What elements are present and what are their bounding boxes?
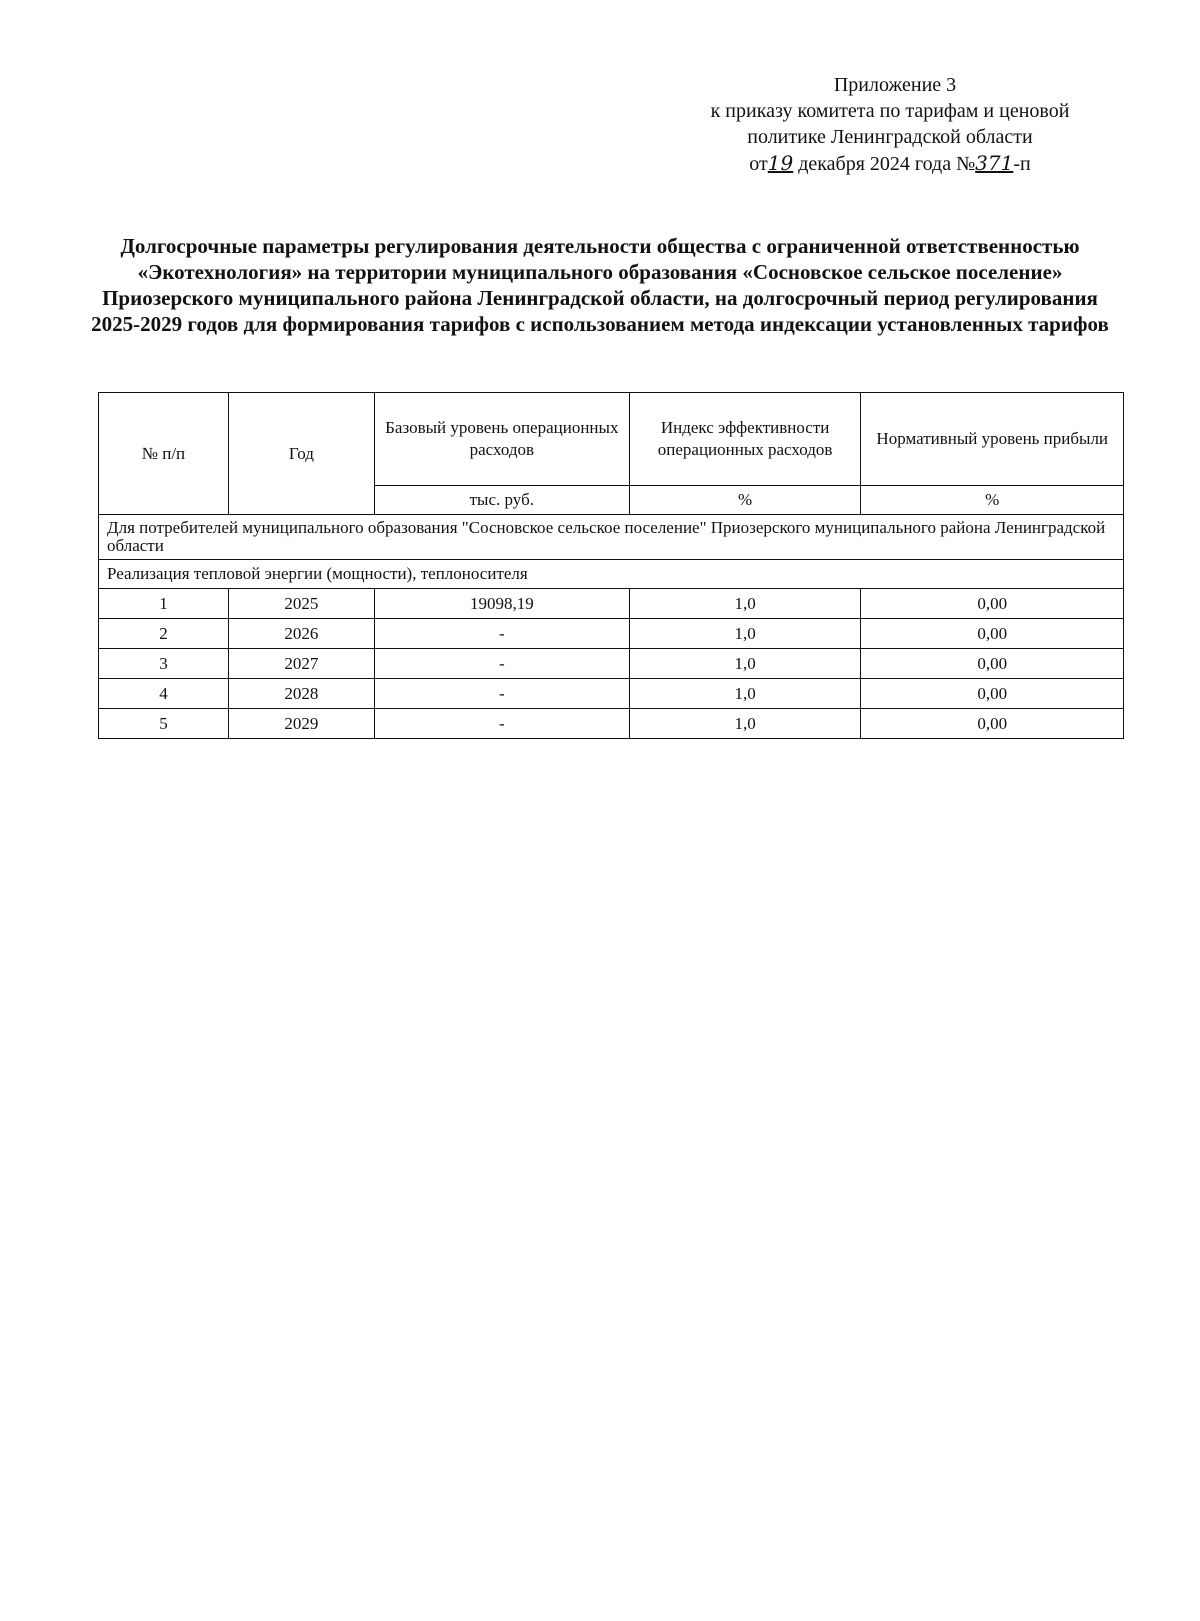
header-opex: Базовый уровень операционных расходов (374, 393, 629, 486)
handwritten-day: 19 (767, 151, 794, 175)
table-row (99, 589, 1124, 619)
cell-year: 2026 (228, 619, 374, 649)
appendix-number: Приложение 3 (833, 74, 957, 96)
table-row (99, 679, 1124, 709)
appendix-order-ref: к приказу комитета по тарифам и ценовой (710, 100, 1070, 122)
unit-profit: % (861, 486, 1124, 515)
table-row (99, 649, 1124, 679)
cell-year: 2029 (228, 709, 374, 739)
date-middle: декабря 2024 года № (798, 153, 976, 175)
cell-number: 5 (99, 709, 229, 739)
cell-profit: 0,00 (861, 619, 1124, 649)
unit-efficiency: % (629, 486, 861, 515)
parameters-table (98, 392, 1124, 739)
activity-row (99, 560, 1124, 589)
cell-opex: - (374, 619, 629, 649)
header-year: Год (228, 393, 374, 515)
cell-year: 2025 (228, 589, 374, 619)
cell-year: 2027 (228, 649, 374, 679)
handwritten-order-number: 371 (975, 151, 1014, 175)
document-title: Долгосрочные параметры регулирования деятельности общества с ограниченной ответственностью «Экотехнология» на территории муниципального образования «Сосновское сельское поселение» Приозерского муниципального района Ленинградской области, на долгосрочный период регулирования 2025-2029 годов для формирования тарифов с использованием метода индексации установленных тарифов (91, 234, 1109, 336)
cell-efficiency: 1,0 (629, 649, 861, 679)
table-row (99, 709, 1124, 739)
header-number: № п/п (99, 393, 229, 515)
cell-opex: - (374, 709, 629, 739)
cell-efficiency: 1,0 (629, 709, 861, 739)
cell-profit: 0,00 (861, 649, 1124, 679)
unit-opex: тыс. руб. (374, 486, 629, 515)
header-efficiency-index: Индекс эффективности операционных расходов (629, 393, 861, 486)
cell-year: 2028 (228, 679, 374, 709)
appendix-date-line (660, 150, 1120, 177)
cell-number: 4 (99, 679, 229, 709)
cell-opex: 19098,19 (374, 589, 629, 619)
cell-profit: 0,00 (861, 709, 1124, 739)
activity: Реализация тепловой энергии (мощности), теплоносителя (99, 560, 1124, 589)
cell-efficiency: 1,0 (629, 589, 861, 619)
cell-profit: 0,00 (861, 679, 1124, 709)
consumer-group: Для потребителей муниципального образования "Сосновское сельское поселение" Приозерского муниципального района Ленинградской области (99, 515, 1124, 560)
consumer-group-row (99, 515, 1124, 560)
cell-number: 3 (99, 649, 229, 679)
cell-profit: 0,00 (861, 589, 1124, 619)
cell-number: 1 (99, 589, 229, 619)
cell-opex: - (374, 679, 629, 709)
cell-efficiency: 1,0 (629, 619, 861, 649)
appendix-block (660, 72, 1120, 177)
cell-number: 2 (99, 619, 229, 649)
header-profit-level: Нормативный уровень прибыли (861, 393, 1124, 486)
table-row (99, 619, 1124, 649)
cell-efficiency: 1,0 (629, 679, 861, 709)
cell-opex: - (374, 649, 629, 679)
date-prefix: от (749, 153, 768, 175)
table-header-row (99, 393, 1124, 486)
appendix-committee: политике Ленинградской области (747, 126, 1033, 148)
order-suffix: -п (1013, 153, 1031, 175)
